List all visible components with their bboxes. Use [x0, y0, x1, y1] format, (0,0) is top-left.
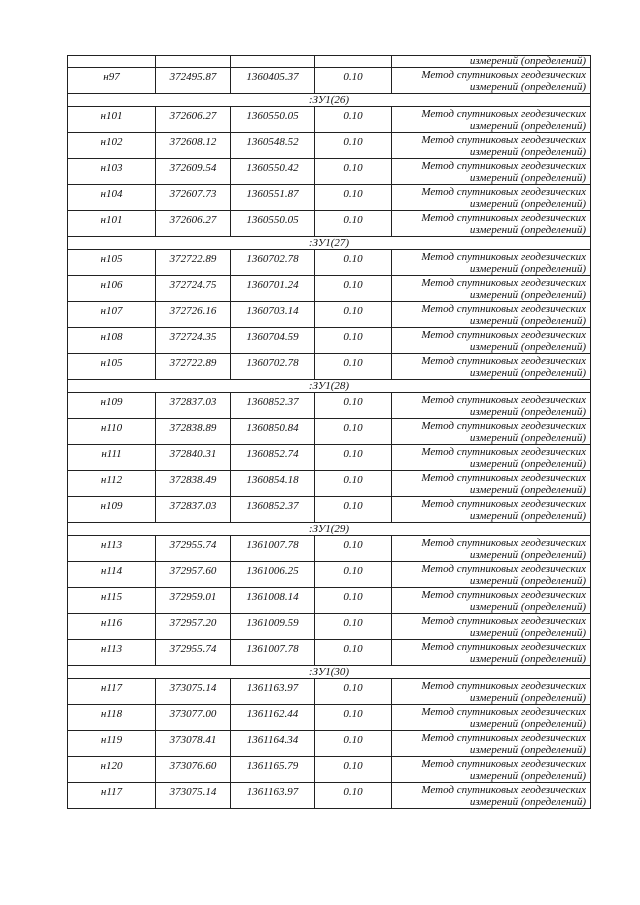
method-cell [392, 354, 591, 380]
x-coordinate-cell: 372838.89 [156, 419, 231, 445]
point-name-cell: н105 [68, 354, 156, 380]
y-coordinate-cell: 1360852.37 [231, 497, 315, 523]
accuracy-cell: 0.10 [315, 588, 392, 614]
method-line-2: измерений (определений) [469, 510, 586, 522]
point-name-cell: н101 [68, 107, 156, 133]
method-cell [392, 107, 591, 133]
accuracy-cell: 0.10 [315, 276, 392, 302]
method-cell [392, 133, 591, 159]
method-line-2: измерений (определений) [469, 120, 586, 132]
method-cell [392, 614, 591, 640]
y-coordinate-cell: 1360704.59 [231, 328, 315, 354]
method-line-2: измерений (определений) [469, 718, 586, 730]
method-line-1: Метод спутниковых геодезических [421, 212, 586, 224]
table-row [68, 250, 591, 276]
accuracy-cell: 0.10 [315, 679, 392, 705]
method-line-2: измерений (определений) [469, 81, 586, 93]
y-coordinate-cell: 1361009.59 [231, 614, 315, 640]
y-coordinate-cell: 1360550.05 [231, 211, 315, 237]
method-line-1: Метод спутниковых геодезических [421, 160, 586, 172]
method-line-1: Метод спутниковых геодезических [421, 277, 586, 289]
point-name-cell: н103 [68, 159, 156, 185]
accuracy-cell: 0.10 [315, 731, 392, 757]
method-cell [392, 588, 591, 614]
method-line-2: измерений (определений) [469, 172, 586, 184]
method-line-1: Метод спутниковых геодезических [421, 784, 586, 796]
method-line-1: Метод спутниковых геодезических [421, 641, 586, 653]
y-coordinate-cell: 1360703.14 [231, 302, 315, 328]
point-name-cell: н109 [68, 393, 156, 419]
method-line-2: измерений (определений) [469, 653, 586, 665]
method-line-1: Метод спутниковых геодезических [421, 420, 586, 432]
method-cell [392, 679, 591, 705]
method-cell [392, 68, 591, 94]
method-line-2: измерений (определений) [469, 458, 586, 470]
point-name-cell: н113 [68, 640, 156, 666]
y-coordinate-cell: 1360850.84 [231, 419, 315, 445]
x-coordinate-cell: 372837.03 [156, 393, 231, 419]
y-coordinate-cell: 1361007.78 [231, 640, 315, 666]
method-cell [392, 276, 591, 302]
method-cell [392, 419, 591, 445]
method-line-1: Метод спутниковых геодезических [421, 69, 586, 81]
table-row [68, 302, 591, 328]
accuracy-cell: 0.10 [315, 757, 392, 783]
y-coordinate-cell: 1360702.78 [231, 354, 315, 380]
method-cell [392, 211, 591, 237]
method-line-1: Метод спутниковых геодезических [421, 472, 586, 484]
table-row [68, 679, 591, 705]
y-coordinate-cell: 1360550.42 [231, 159, 315, 185]
point-name-cell: н102 [68, 133, 156, 159]
table-row [68, 640, 591, 666]
point-name-cell: н119 [68, 731, 156, 757]
method-line-2: измерений (определений) [469, 692, 586, 704]
method-line-1: Метод спутниковых геодезических [421, 589, 586, 601]
point-name-cell: н104 [68, 185, 156, 211]
method-line-2: измерений (определений) [469, 198, 586, 210]
x-coordinate-cell: 372495.87 [156, 68, 231, 94]
table-row-continuation [68, 56, 591, 68]
method-cell [392, 562, 591, 588]
point-name-cell: н115 [68, 588, 156, 614]
accuracy-cell: 0.10 [315, 393, 392, 419]
method-line-2: измерений (определений) [469, 315, 586, 327]
x-coordinate-cell: 372606.27 [156, 211, 231, 237]
point-name-cell: н114 [68, 562, 156, 588]
point-name-cell: н101 [68, 211, 156, 237]
x-coordinate-cell: 372957.20 [156, 614, 231, 640]
point-name-cell [68, 56, 156, 68]
accuracy-cell: 0.10 [315, 640, 392, 666]
y-coordinate-cell: 1360852.74 [231, 445, 315, 471]
method-line-2: измерений (определений) [469, 575, 586, 587]
accuracy-cell: 0.10 [315, 185, 392, 211]
x-coordinate-cell: 372608.12 [156, 133, 231, 159]
section-title: :ЗУ1(27) [68, 237, 591, 250]
x-coordinate-cell: 372957.60 [156, 562, 231, 588]
x-coordinate-cell: 372955.74 [156, 536, 231, 562]
y-coordinate-cell: 1361006.25 [231, 562, 315, 588]
y-coordinate-cell: 1360854.18 [231, 471, 315, 497]
point-name-cell: н117 [68, 783, 156, 809]
point-name-cell: н105 [68, 250, 156, 276]
method-line-1: Метод спутниковых геодезических [421, 355, 586, 367]
point-name-cell: н117 [68, 679, 156, 705]
x-coordinate-cell: 372722.89 [156, 250, 231, 276]
table-row [68, 211, 591, 237]
table-row [68, 562, 591, 588]
point-name-cell: н108 [68, 328, 156, 354]
accuracy-cell: 0.10 [315, 68, 392, 94]
method-cell [392, 302, 591, 328]
accuracy-cell: 0.10 [315, 107, 392, 133]
method-cell [392, 536, 591, 562]
x-coordinate-cell: 372955.74 [156, 640, 231, 666]
method-cell [392, 497, 591, 523]
method-line-2: измерений (определений) [469, 744, 586, 756]
method-line-2: измерений (определений) [469, 796, 586, 808]
x-coordinate-cell: 373075.14 [156, 679, 231, 705]
x-coordinate-cell: 372837.03 [156, 497, 231, 523]
method-line-2: измерений (определений) [469, 289, 586, 301]
point-name-cell: н107 [68, 302, 156, 328]
method-line-1: Метод спутниковых геодезических [421, 251, 586, 263]
accuracy-cell: 0.10 [315, 159, 392, 185]
section-header-row [68, 237, 591, 250]
section-title: :ЗУ1(28) [68, 380, 591, 393]
accuracy-cell: 0.10 [315, 328, 392, 354]
x-coordinate-cell: 372959.01 [156, 588, 231, 614]
x-coordinate-cell: 372724.35 [156, 328, 231, 354]
method-cell [392, 471, 591, 497]
method-line-2: измерений (определений) [469, 432, 586, 444]
table-row [68, 731, 591, 757]
table-row [68, 536, 591, 562]
point-name-cell: н106 [68, 276, 156, 302]
method-line-1: Метод спутниковых геодезических [421, 615, 586, 627]
method-line-1: Метод спутниковых геодезических [421, 108, 586, 120]
accuracy-cell: 0.10 [315, 419, 392, 445]
table-row [68, 497, 591, 523]
x-coordinate-cell: 372722.89 [156, 354, 231, 380]
x-coordinate-cell: 372726.16 [156, 302, 231, 328]
point-name-cell: н118 [68, 705, 156, 731]
method-line-1: Метод спутниковых геодезических [421, 186, 586, 198]
method-line-2: измерений (определений) [469, 406, 586, 418]
x-coordinate-cell: 373077.00 [156, 705, 231, 731]
accuracy-cell: 0.10 [315, 497, 392, 523]
section-title: :ЗУ1(29) [68, 523, 591, 536]
table-row [68, 419, 591, 445]
method-cell [392, 640, 591, 666]
method-line-1: Метод спутниковых геодезических [421, 706, 586, 718]
method-line-2: измерений (определений) [469, 224, 586, 236]
method-line-1: Метод спутниковых геодезических [421, 394, 586, 406]
y-coordinate-cell: 1361163.97 [231, 679, 315, 705]
y-coordinate-cell: 1361162.44 [231, 705, 315, 731]
method-cell [392, 250, 591, 276]
section-title: :ЗУ1(26) [68, 94, 591, 107]
accuracy-cell: 0.10 [315, 705, 392, 731]
method-line-1: Метод спутниковых геодезических [421, 537, 586, 549]
method-line-2: измерений (определений) [469, 601, 586, 613]
table-row [68, 328, 591, 354]
point-name-cell: н113 [68, 536, 156, 562]
method-cell [392, 705, 591, 731]
method-line-2: измерений (определений) [469, 263, 586, 275]
y-coordinate-cell: 1360550.05 [231, 107, 315, 133]
y-coordinate-cell: 1360702.78 [231, 250, 315, 276]
table-row [68, 471, 591, 497]
method-cell [392, 185, 591, 211]
x-coordinate-cell: 373078.41 [156, 731, 231, 757]
x-coordinate-cell: 372838.49 [156, 471, 231, 497]
accuracy-cell: 0.10 [315, 302, 392, 328]
x-coordinate-cell: 373076.60 [156, 757, 231, 783]
point-name-cell: н116 [68, 614, 156, 640]
method-line-1: Метод спутниковых геодезических [421, 134, 586, 146]
x-coordinate-cell [156, 56, 231, 68]
table-row [68, 276, 591, 302]
accuracy-cell: 0.10 [315, 250, 392, 276]
x-coordinate-cell: 372840.31 [156, 445, 231, 471]
table-row [68, 159, 591, 185]
method-cell [392, 731, 591, 757]
method-line-1: Метод спутниковых геодезических [421, 680, 586, 692]
table-row [68, 705, 591, 731]
table-row [68, 614, 591, 640]
point-name-cell: н110 [68, 419, 156, 445]
method-line-2: измерений (определений) [469, 367, 586, 379]
x-coordinate-cell: 372609.54 [156, 159, 231, 185]
y-coordinate-cell: 1361007.78 [231, 536, 315, 562]
method-line-2: измерений (определений) [469, 627, 586, 639]
method-line-2: измерений (определений) [469, 341, 586, 353]
table-row [68, 393, 591, 419]
section-title: :ЗУ1(30) [68, 666, 591, 679]
y-coordinate-cell: 1360405.37 [231, 68, 315, 94]
x-coordinate-cell: 372606.27 [156, 107, 231, 133]
table-row [68, 68, 591, 94]
method-line-2: измерений (определений) [469, 770, 586, 782]
y-coordinate-cell: 1360852.37 [231, 393, 315, 419]
method-cell: измерений (определений) [392, 56, 591, 68]
method-line-1: Метод спутниковых геодезических [421, 446, 586, 458]
y-coordinate-cell: 1361164.34 [231, 731, 315, 757]
x-coordinate-cell: 373075.14 [156, 783, 231, 809]
y-coordinate-cell: 1360551.87 [231, 185, 315, 211]
section-header-row [68, 666, 591, 679]
accuracy-cell: 0.10 [315, 614, 392, 640]
table-row [68, 107, 591, 133]
method-line-2: измерений (определений) [469, 549, 586, 561]
point-name-cell: н109 [68, 497, 156, 523]
accuracy-cell: 0.10 [315, 211, 392, 237]
point-name-cell: н120 [68, 757, 156, 783]
x-coordinate-cell: 372607.73 [156, 185, 231, 211]
table-row [68, 757, 591, 783]
method-cell [392, 757, 591, 783]
method-cell [392, 159, 591, 185]
table-row [68, 783, 591, 809]
method-cell [392, 393, 591, 419]
accuracy-cell: 0.10 [315, 354, 392, 380]
point-name-cell: н111 [68, 445, 156, 471]
table-row [68, 588, 591, 614]
accuracy-cell: 0.10 [315, 536, 392, 562]
y-coordinate-cell: 1360701.24 [231, 276, 315, 302]
accuracy-cell: 0.10 [315, 445, 392, 471]
y-coordinate-cell: 1361165.79 [231, 757, 315, 783]
y-coordinate-cell: 1361008.14 [231, 588, 315, 614]
section-header-row [68, 94, 591, 107]
method-line-1: Метод спутниковых геодезических [421, 563, 586, 575]
method-cell [392, 328, 591, 354]
point-name-cell: н112 [68, 471, 156, 497]
coordinates-table [67, 55, 591, 809]
method-cell [392, 783, 591, 809]
method-line-1: Метод спутниковых геодезических [421, 498, 586, 510]
coordinates-table-body [68, 56, 591, 809]
accuracy-cell: 0.10 [315, 133, 392, 159]
accuracy-cell: 0.10 [315, 562, 392, 588]
method-line-2: измерений (определений) [469, 484, 586, 496]
method-line-2: измерений (определений) [469, 146, 586, 158]
y-coordinate-cell: 1361163.97 [231, 783, 315, 809]
method-line-1: Метод спутниковых геодезических [421, 303, 586, 315]
accuracy-cell: 0.10 [315, 783, 392, 809]
y-coordinate-cell [231, 56, 315, 68]
table-row [68, 354, 591, 380]
table-row [68, 133, 591, 159]
section-header-row [68, 523, 591, 536]
method-cell [392, 445, 591, 471]
accuracy-cell: 0.10 [315, 471, 392, 497]
accuracy-cell [315, 56, 392, 68]
y-coordinate-cell: 1360548.52 [231, 133, 315, 159]
table-row [68, 445, 591, 471]
method-line-1: Метод спутниковых геодезических [421, 329, 586, 341]
point-name-cell: н97 [68, 68, 156, 94]
x-coordinate-cell: 372724.75 [156, 276, 231, 302]
method-line-1: Метод спутниковых геодезических [421, 758, 586, 770]
table-row [68, 185, 591, 211]
method-line-1: Метод спутниковых геодезических [421, 732, 586, 744]
section-header-row [68, 380, 591, 393]
